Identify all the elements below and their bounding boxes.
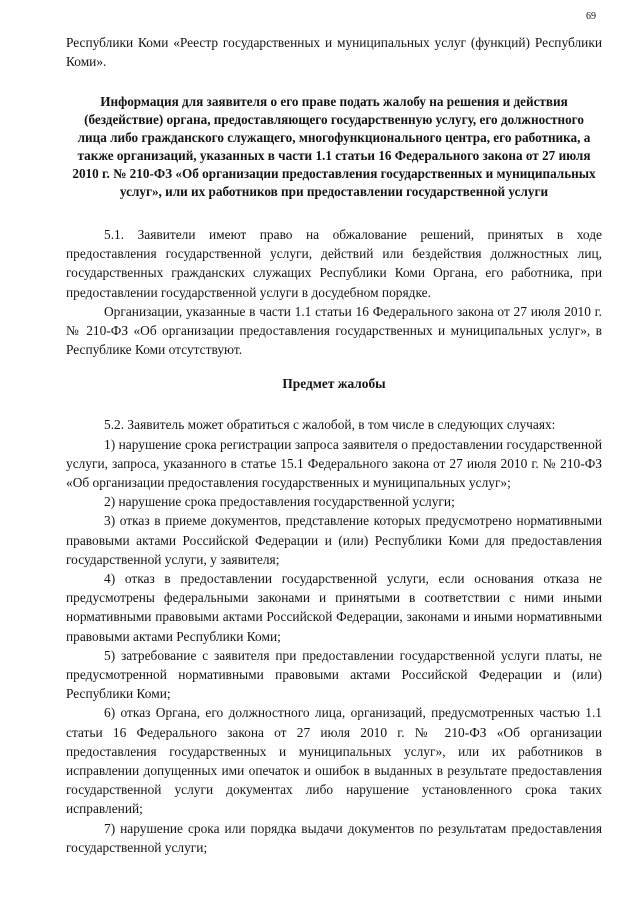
section-5-1: [66, 225, 602, 359]
section-heading: Информация для заявителя о его праве подать жалобу на решения и действия (бездействие) органа, предоставляющего государственную услугу, его должностного лица либо гражданского служащего, многофункционального центра, его работника, а также организаций, указанных в части 1.1 статьи 16 Федерального закона от 27 июля 2010 г. № 210-ФЗ «Об организации предоставления государственных и муниципальных услуг», или их работников при предоставлении государственной услуги: [72, 94, 596, 199]
paragraph-5-2: 5.2. Заявитель может обратиться с жалобой, в том числе в следующих случаях:: [104, 417, 556, 433]
paragraph-organizations: Организации, указанные в части 1.1 статьи 16 Федерального закона от 27 июля 2010 г. № 210-ФЗ «Об организации предоставления государственных и муниципальных услуг», в Республике Коми отсутствуют.: [66, 303, 602, 358]
list-item-2: 2) нарушение срока предоставления государственной услуги;: [104, 494, 455, 510]
list-item-6: 6) отказ Органа, его должностного лица, организаций, предусмотренных частью 1.1 статьи 16 Федерального закона от 27 июля 2010 г. № 210-ФЗ «Об организации предоставления государственных и муниципальных услуг», или их работников в исправлении допущенных ими опечаток и ошибок в выданных в результате предоставления государственной услуги документах либо нарушение установленного срока таких исправлений;: [66, 705, 602, 817]
subsection-heading: Предмет жалобы: [282, 376, 386, 392]
page-number: 69: [586, 11, 596, 22]
page-content: [66, 33, 602, 857]
list-item-5: 5) затребование с заявителя при предоставлении государственной услуги платы, не предусмотренной нормативными правовыми актами Российской Федерации и (или) Республики Коми;: [66, 647, 602, 702]
paragraph-5-1: 5.1. Заявители имеют право на обжалование решений, принятых в ходе предоставления государственной услуги, действий или бездействия должностных лиц, государственных гражданских служащих Республики Коми Органа, его работника, при предоставлении государственной услуги в досудебном порядке.: [66, 227, 602, 300]
list-item-3: 3) отказ в приеме документов, представление которых предусмотрено нормативными правовыми актами Российской Федерации и (или) Республики Коми для предоставления государственной услуги, у заявителя;: [66, 513, 602, 567]
intro-paragraph: Республики Коми «Реестр государственных и муниципальных услуг (функций) Республики Коми».: [66, 35, 602, 69]
list-item-4: 4) отказ в предоставлении государственной услуги, если основания отказа не предусмотрены федеральными законами и принятыми в соответствии с ними иными нормативными правовыми актами Российской Федерации, законами и иными нормативными правовыми актами Республики Коми;: [66, 571, 602, 644]
section-5-2: [66, 415, 602, 857]
list-item-1: 1) нарушение срока регистрации запроса заявителя о предоставлении государственной услуги, запроса, указанного в статье 15.1 Федерального закона от 27 июля 2010 г. № 210-ФЗ «Об организации предоставления государственных и муниципальных услуг»;: [66, 436, 602, 491]
list-item-7: 7) нарушение срока или порядка выдачи документов по результатам предоставления государственной услуги;: [66, 820, 602, 855]
